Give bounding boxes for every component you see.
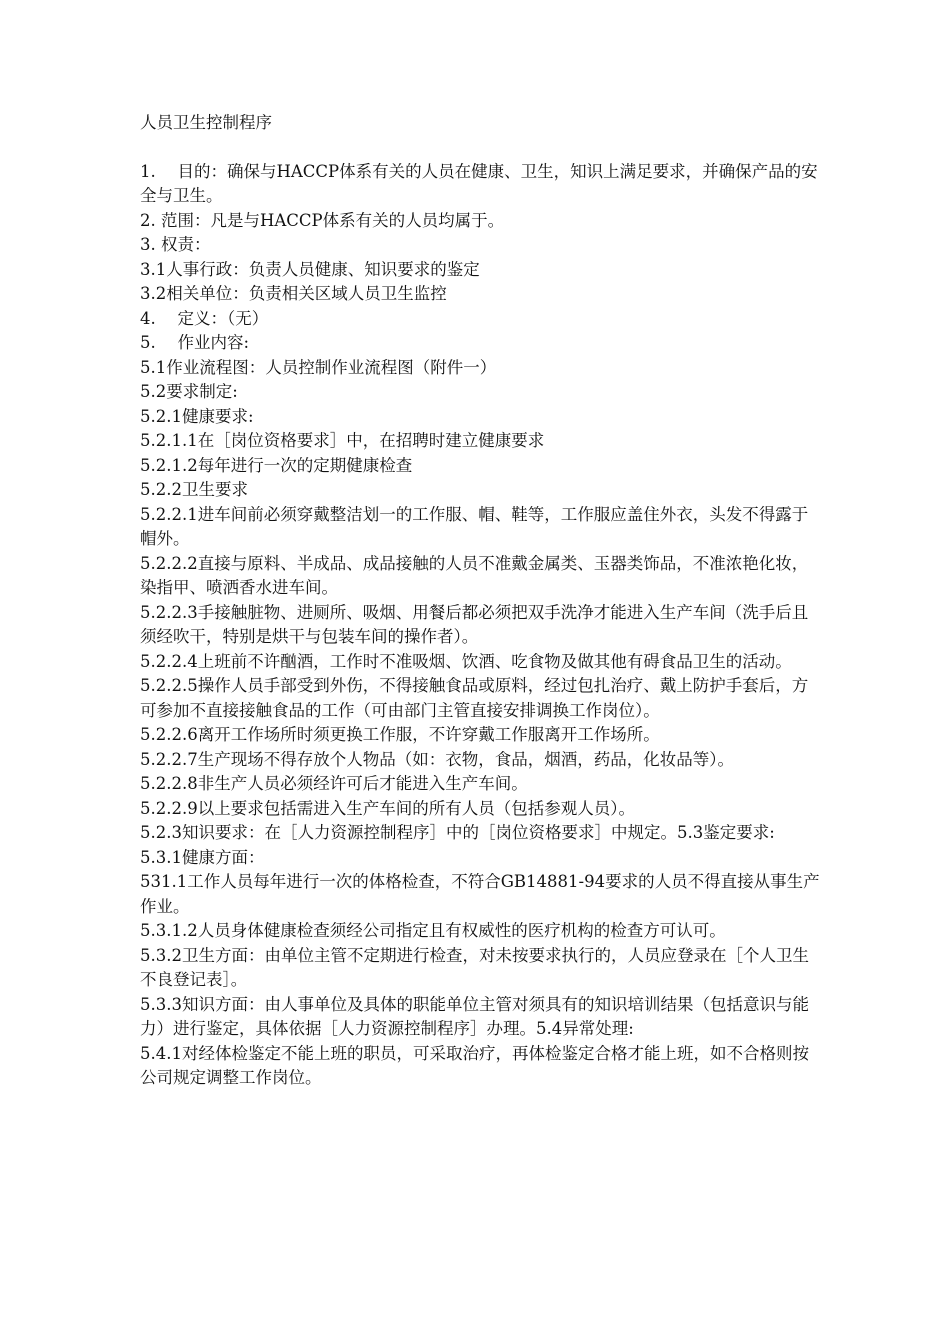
paragraph-hygiene-personal-items: 5.2.2.7生产现场不得存放个人物品（如：衣物，食品，烟酒，药品，化妆品等）。 bbox=[140, 749, 734, 769]
document-title: 人员卫生控制程序 bbox=[140, 113, 272, 132]
paragraph-scope: 2. 范围：凡是与HACCP体系有关的人员均属于。 bbox=[140, 210, 505, 230]
paragraph-flowchart: 5.1作业流程图：人员控制作业流程图（附件一） bbox=[140, 357, 497, 377]
paragraph-related-units: 3.2相关单位：负责相关区域人员卫生监控 bbox=[140, 284, 447, 303]
paragraph-health-requirement: 5.2.1健康要求: bbox=[140, 406, 254, 426]
paragraph-purpose: 1. 目的：确保与HACCP体系有关的人员在健康、卫生，知识上满足要求，并确保产品的安全与卫生。 bbox=[140, 161, 818, 205]
paragraph-hygiene-nonproduction: 5.2.2.8非生产人员必须经许可后才能进入生产车间。 bbox=[140, 774, 528, 793]
paragraph-knowledge-aspect: 5.3.3知识方面：由人事单位及具体的职能单位主管对须具有的知识培训结果（包括意识与能力）进行鉴定，具体依据［人力资源控制程序］办理。5.4异常处理: bbox=[140, 994, 809, 1038]
paragraph-hygiene-change-uniform: 5.2.2.6离开工作场所时须更换工作服，不许穿戴工作服离开工作场所。 bbox=[140, 725, 660, 744]
paragraph-hr-admin: 3.1人事行政：负责人员健康、知识要求的鉴定 bbox=[140, 259, 480, 279]
paragraph-hygiene-aspect: 5.3.2卫生方面：由单位主管不定期进行检查，对未按要求执行的，人员应登录在［个人卫生不良登记表］。 bbox=[140, 945, 809, 989]
paragraph-medical-institution: 5.3.1.2人员身体健康检查须经公司指定且有权威性的医疗机构的检查方可认可。 bbox=[140, 921, 726, 940]
paragraph-hygiene-jewelry: 5.2.2.2直接与原料、半成品、成品接触的人员不准戴金属类、玉器类饰品，不准浓艳化妆，染指甲、喷洒香水进车间。 bbox=[140, 553, 809, 597]
paragraph-health-hiring: 5.2.1.1在［岗位资格要求］中，在招聘时建立健康要求 bbox=[140, 431, 545, 450]
paragraph-hygiene-alcohol: 5.2.2.4上班前不许酗酒，工作时不准吸烟、饮酒、吃食物及做其他有碍食品卫生的活动。 bbox=[140, 651, 792, 671]
paragraph-hygiene-handwash: 5.2.2.3手接触脏物、进厕所、吸烟、用餐后都必须把双手洗净才能进入生产车间（洗手后且须经吹干，特别是烘干与包装车间的操作者）。 bbox=[140, 602, 809, 646]
paragraph-hygiene-uniform: 5.2.2.1进车间前必须穿戴整洁划一的工作服、帽、鞋等，工作服应盖住外衣，头发不得露于帽外。 bbox=[140, 504, 809, 548]
paragraph-definition: 4. 定义：（无） bbox=[140, 308, 269, 328]
paragraph-abnormal-handling: 5.4.1对经体检鉴定不能上班的职员，可采取治疗，再体检鉴定合格才能上班，如不合格则按公司规定调整工作岗位。 bbox=[140, 1043, 809, 1087]
document-page bbox=[140, 111, 820, 1091]
paragraph-work-content: 5. 作业内容: bbox=[140, 333, 250, 352]
paragraph-responsibility: 3. 权责： bbox=[140, 235, 211, 254]
paragraph-hygiene-requirement: 5.2.2卫生要求 bbox=[140, 480, 248, 499]
paragraph-physical-exam: 531.1工作人员每年进行一次的体格检查，不符合GB14881-94要求的人员不得直接从事生产作业。 bbox=[140, 872, 820, 916]
paragraph-hygiene-injury: 5.2.2.5操作人员手部受到外伤，不得接触食品或原料，经过包扎治疗、戴上防护手套后，方可参加不直接接触食品的工作（可由部门主管直接安排调换工作岗位）。 bbox=[140, 676, 809, 720]
paragraph-hygiene-all-persons: 5.2.2.9以上要求包括需进入生产车间的所有人员（包括参观人员）。 bbox=[140, 798, 635, 818]
paragraph-requirement-setting: 5.2要求制定: bbox=[140, 382, 238, 401]
paragraph-health-annual-check: 5.2.1.2每年进行一次的定期健康检查 bbox=[140, 455, 413, 475]
paragraph-knowledge-requirement: 5.2.3知识要求：在［人力资源控制程序］中的［岗位资格要求］中规定。5.3鉴定要求: bbox=[140, 823, 775, 842]
paragraph-health-aspect: 5.3.1健康方面： bbox=[140, 847, 265, 867]
